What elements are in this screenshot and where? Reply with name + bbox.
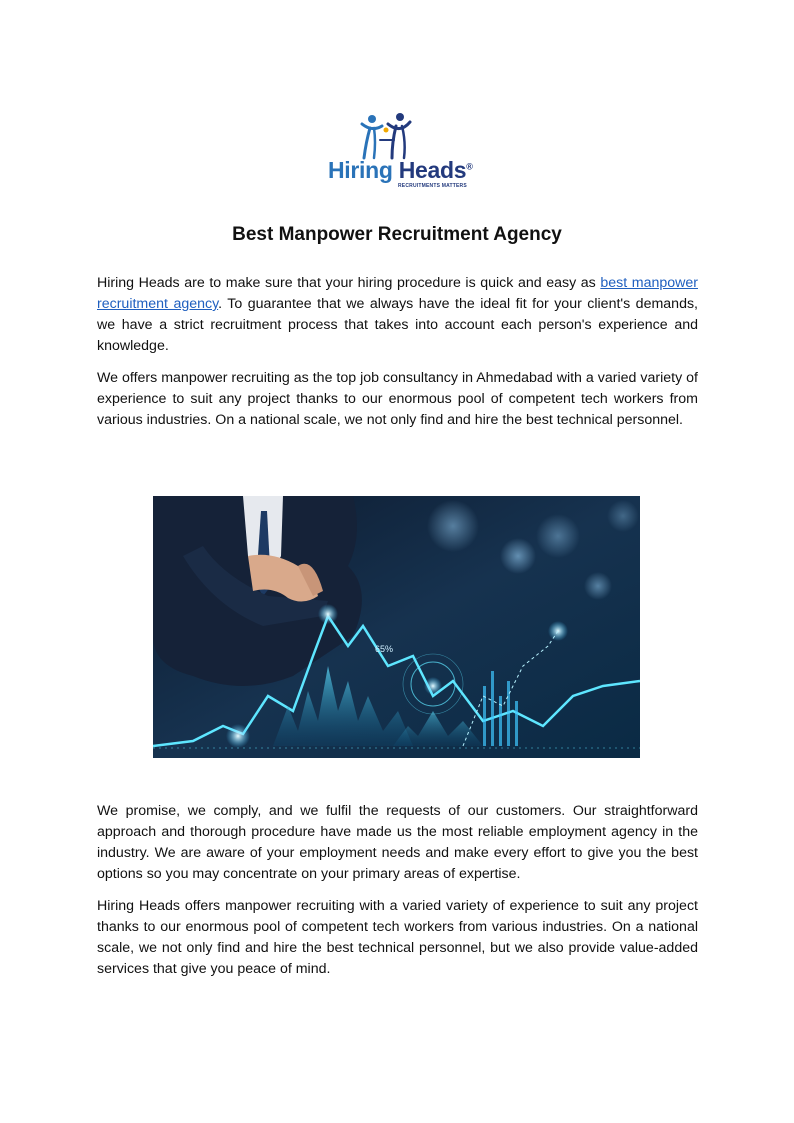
logo-wordmark bbox=[328, 157, 473, 184]
paragraph-intro bbox=[97, 273, 698, 357]
registered-mark: ® bbox=[466, 161, 473, 172]
logo-figures-icon bbox=[350, 112, 450, 160]
logo-word-heads: Heads bbox=[398, 157, 467, 183]
paragraph-consultancy: We offers manpower recruiting as the top job consultancy in Ahmedabad with a varied variety of experience to suit any project thanks to our enormous pool of competent tech workers from various industries. On a national scale, we not only find and hire the best technical personnel. bbox=[97, 370, 698, 428]
hero-image-business-growth bbox=[153, 496, 640, 758]
best-manpower-recruitment-agency-link[interactable]: best manpower recruitment agency bbox=[97, 275, 698, 312]
logo-word-hiring: Hiring bbox=[328, 157, 393, 183]
paragraph-intro-lead: Hiring Heads are to make sure that your hiring procedure is quick and easy as bbox=[97, 275, 601, 291]
paragraph-intro-tail: . To guarantee that we always have the ideal fit for your client's demands, we have a strict recruitment process that takes into account each person's experience and knowledge. bbox=[97, 296, 698, 354]
paragraph-services: Hiring Heads offers manpower recruiting with a varied variety of experience to suit any project thanks to our enormous pool of competent tech workers from various industries. On a national scale, we not only find and hire the best technical personnel, but we also provide value-added services that give you peace of mind. bbox=[97, 898, 698, 977]
hero-illustration bbox=[153, 496, 640, 758]
hero-overlay-label: 65% bbox=[375, 644, 394, 654]
logo-tagline: RECRUITMENTS MATTERS bbox=[398, 183, 467, 189]
paragraph-promise: We promise, we comply, and we fulfil the requests of our customers. Our straightforward approach and thorough procedure have made us the most reliable employment agency in the industry. We are aware of your employment needs and make every effort to give you the best options so you may concentrate on your primary areas of expertise. bbox=[97, 803, 698, 882]
hiring-heads-logo bbox=[320, 112, 480, 194]
page-title: Best Manpower Recruitment Agency bbox=[232, 224, 562, 245]
